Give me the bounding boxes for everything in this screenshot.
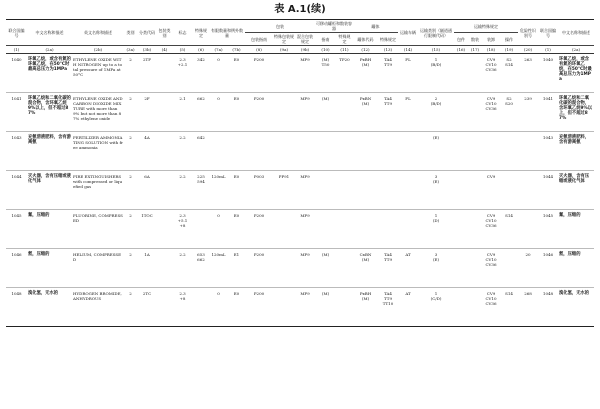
- cell-name-cn: 充氨溶液肥料，含有游离氨: [27, 132, 72, 171]
- cell-tank-code: PxBN (M): [353, 93, 378, 132]
- cell-tank-pi: (M): [321, 291, 330, 296]
- cell-tank-sp2: TA4 TT9: [378, 249, 398, 288]
- cell-pkg: [454, 132, 468, 171]
- cell-un: 1040: [6, 54, 27, 93]
- cell-op: S2 S20: [500, 93, 518, 132]
- cell-bulk: [468, 210, 482, 249]
- cell-lq: 0: [209, 93, 228, 132]
- cell-hin: 263: [518, 54, 538, 93]
- cell-code: 1TOC: [137, 210, 157, 249]
- cell-sp: 342: [193, 54, 209, 93]
- col-num: (18): [482, 46, 500, 54]
- cell-tank-sp: [336, 288, 353, 327]
- cell-tank-pi: (M): [315, 249, 336, 288]
- cell-lq: [209, 132, 228, 171]
- cell-code: 2F: [137, 93, 157, 132]
- cell-pi: P200: [245, 54, 273, 93]
- cell-un2: 1040: [538, 54, 558, 93]
- cell-tank-code: PxBH (M): [359, 291, 372, 301]
- group-transport-provisions: 运输特殊规定: [454, 20, 518, 33]
- header-loading: 装卸: [482, 33, 500, 46]
- header-special-packing: 特殊包装规定: [274, 34, 294, 44]
- header-code: 分类代码: [137, 20, 157, 46]
- cell-eq: E0: [233, 291, 240, 296]
- cell-tank-sp: [336, 171, 353, 210]
- cell-name-cn2: 氟，压缩的: [558, 210, 594, 249]
- header-name-cn-right: 中文名称和描述: [558, 20, 594, 46]
- cell-pi: P003: [245, 171, 273, 210]
- cell-pg: [157, 171, 172, 210]
- cell-pg: [157, 249, 172, 288]
- cell-pkg: [454, 249, 468, 288]
- cell-tank-code: CxBN (M): [353, 249, 378, 288]
- cell-mp: MP9: [295, 249, 315, 288]
- cell-vehicle: AT: [405, 291, 411, 296]
- cell-load: [482, 132, 500, 171]
- cell-class: 2: [124, 132, 137, 171]
- cell-op: S14: [500, 210, 518, 249]
- cell-pkg: [454, 288, 468, 327]
- cell-name-cn: 环氧乙烷，或含有氮的环氧乙烷，在50°C时最高总压力为1MPa: [27, 54, 72, 93]
- table-body: [6, 54, 594, 327]
- cell-psp: [273, 210, 295, 249]
- col-num: (1): [538, 46, 558, 54]
- cell-sp: 642: [193, 132, 209, 171]
- cell-pg: [157, 93, 172, 132]
- column-number-row: [6, 46, 594, 54]
- cell-vehicle: [398, 210, 418, 249]
- header-bulk: 散装: [468, 33, 482, 46]
- cell-vehicle: FL: [398, 93, 418, 132]
- cell-label: 2.2: [172, 171, 193, 210]
- table-header: [6, 20, 594, 54]
- cell-code: 4A: [137, 132, 157, 171]
- cell-name-en: HYDROGEN BROMIDE, ANHYDROUS: [73, 291, 122, 301]
- col-num: (13): [378, 46, 398, 54]
- cell-label: 2.3 +5.1 +8: [172, 210, 193, 249]
- cell-name-cn: 溴化氢，无水的: [28, 291, 59, 296]
- cell-tank-sp2: [378, 210, 398, 249]
- header-operation: 操作: [500, 33, 518, 46]
- table-row: [6, 210, 594, 249]
- cell-code: 6A: [137, 171, 157, 210]
- cell-name-cn2: 环氧乙烷和二氧化碳的混合物，含环氧乙烷9%以上，但不超过87%: [558, 93, 594, 132]
- cell-un2: 1048: [542, 291, 554, 296]
- cell-tank-pi: (M) T50: [315, 54, 336, 93]
- cell-mp: MP9: [295, 54, 315, 93]
- header-label: 标志: [172, 20, 193, 46]
- table-caption: 表 A.1(续): [274, 4, 326, 15]
- cell-class: 2: [129, 291, 132, 296]
- cell-tank-sp2: TA4 TT9: [378, 54, 398, 93]
- col-num: (1): [6, 46, 27, 54]
- cell-tank-pi: [315, 171, 336, 210]
- cell-vehicle: FL: [398, 54, 418, 93]
- cell-mp: [295, 132, 315, 171]
- cell-hin: [518, 132, 538, 171]
- cell-tank-sp2: [378, 132, 398, 171]
- cell-hin: 268: [524, 291, 532, 296]
- col-num: (19): [500, 46, 518, 54]
- header-limited-quantity: 有限数量和例外数量: [209, 20, 245, 46]
- cell-psp: [273, 132, 295, 171]
- header-un-right: 联合国编号: [538, 20, 558, 46]
- cell-name-cn2: 环氧乙烷，或含有氮的环氧乙烷，在50°C时最高总压力为1MPa: [558, 54, 594, 93]
- cell-class: 2: [124, 171, 137, 210]
- cell-load: CV9 CV10 CV36: [482, 54, 500, 93]
- cell-un: 1044: [6, 171, 27, 210]
- cell-hin: [518, 210, 538, 249]
- cell-pkg: [454, 171, 468, 210]
- cell-pg: [157, 288, 172, 327]
- cell-name-en: ETHYLENE OXIDE WITH NITROGEN up to a total pressure of 1MPa at 50°C: [72, 54, 124, 93]
- header-un: 联合国编号: [6, 20, 27, 46]
- cell-op: S2 S14: [500, 54, 518, 93]
- cell-load: CV9: [482, 171, 500, 210]
- dangerous-goods-table: [6, 19, 594, 327]
- col-num: (2a): [27, 46, 72, 54]
- cell-tank-code: [353, 132, 378, 171]
- cell-sp: [193, 288, 209, 327]
- cell-cat: 1 (C/D): [430, 291, 442, 301]
- cell-cat: 1 (D): [418, 210, 454, 249]
- cell-cat: 3 (E): [418, 171, 454, 210]
- cell-sp: [193, 210, 209, 249]
- cell-label: 2.2: [172, 132, 193, 171]
- cell-tank-pi: [315, 210, 336, 249]
- cell-un: 1048: [11, 291, 22, 296]
- cell-lq: 0: [209, 210, 228, 249]
- cell-name-cn: 灭火器，含有压缩或液化气体: [27, 171, 72, 210]
- cell-pkg: [454, 54, 468, 93]
- cell-name-cn: 氟，压缩的: [27, 210, 72, 249]
- cell-label: 2.1: [172, 93, 193, 132]
- cell-label: 2.2: [172, 249, 193, 288]
- col-num: (16): [454, 46, 468, 54]
- cell-un: 1041: [6, 93, 27, 132]
- col-num: (9a): [273, 46, 295, 54]
- cell-tank-pi: (M): [315, 93, 336, 132]
- cell-cat: 3 (E): [418, 249, 454, 288]
- cell-label: 2.3 +8: [179, 291, 186, 301]
- col-num: (2a): [558, 46, 594, 54]
- cell-op: S14: [505, 291, 513, 296]
- cell-psp: PP91: [273, 171, 295, 210]
- table-row: [6, 249, 594, 288]
- table-row: [6, 132, 594, 171]
- cell-tank-sp: [336, 249, 353, 288]
- cell-code: 1A: [137, 249, 157, 288]
- cell-hin: 20: [518, 249, 538, 288]
- cell-vehicle: AT: [398, 249, 418, 288]
- cell-name-cn: 环氧乙烷和二氧化碳的混合物，含环氧乙烷9%以上，但不超过87%: [27, 93, 72, 132]
- cell-bulk: [468, 132, 482, 171]
- cell-eq: E0: [228, 171, 245, 210]
- cell-pi: P200: [245, 210, 273, 249]
- cell-code: 2TF: [137, 54, 157, 93]
- header-tank-code: 罐体代码: [353, 33, 378, 46]
- header-tank-special-2: 特殊规定: [378, 33, 398, 46]
- cell-un: 1043: [6, 132, 27, 171]
- cell-load: CV9 CV10 CV36: [482, 249, 500, 288]
- cell-eq: [228, 132, 245, 171]
- cell-name-cn2: 溴化氢，无水的: [559, 291, 590, 296]
- cell-vehicle: [398, 171, 418, 210]
- header-vehicle: 运输车辆: [398, 20, 418, 46]
- cell-name-en: FERTILIZER AMMONIATING SOLUTION with free ammonia: [72, 132, 124, 171]
- cell-bulk: [468, 249, 482, 288]
- cell-tank-sp2: TA4 TT9: [378, 93, 398, 132]
- cell-psp: [273, 93, 295, 132]
- cell-lq: 0: [209, 54, 228, 93]
- cell-tank-code: [353, 210, 378, 249]
- cell-tank-sp: TP20: [336, 54, 353, 93]
- col-num: (17): [468, 46, 482, 54]
- cell-un: 1045: [6, 210, 27, 249]
- cell-op: [500, 171, 518, 210]
- cell-vehicle: [398, 132, 418, 171]
- header-tank-instruction: 指南: [315, 33, 336, 46]
- cell-sp: 662: [193, 93, 209, 132]
- cell-name-en: FLUORINE, COMPRESSED: [72, 210, 124, 249]
- cell-load: CV9 CV10 CV36: [482, 210, 500, 249]
- cell-bulk: [468, 54, 482, 93]
- col-num: (10): [315, 46, 336, 54]
- cell-tank-pi: [315, 132, 336, 171]
- col-num: (5): [172, 46, 193, 54]
- table-row: [6, 171, 594, 210]
- cell-pg: [157, 210, 172, 249]
- cell-tank-sp2: [378, 171, 398, 210]
- cell-mp: MP9: [295, 210, 315, 249]
- cell-pi: P200: [253, 291, 265, 296]
- col-num: (7b): [228, 46, 245, 54]
- header-packages: 包件: [454, 33, 468, 46]
- cell-lq: 0: [217, 291, 220, 296]
- cell-pi: [245, 132, 273, 171]
- cell-mp: MP9: [300, 291, 310, 296]
- header-packing-instruction: 包装指南: [245, 33, 273, 46]
- cell-hin: 239: [518, 93, 538, 132]
- cell-eq: E0: [228, 54, 245, 93]
- cell-name-cn2: 充氨溶液肥料，含有游离氨: [558, 132, 594, 171]
- cell-mp: MP9: [295, 171, 315, 210]
- col-num: (9b): [295, 46, 315, 54]
- cell-psp: [273, 288, 295, 327]
- cell-name-cn2: 氦，压缩的: [558, 249, 594, 288]
- cell-pg: [157, 132, 172, 171]
- cell-name-en: HELIUM, COMPRESSED: [72, 249, 124, 288]
- cell-un: 1046: [6, 249, 27, 288]
- cell-name-cn2: 灭火器，含有压缩或液化气体: [558, 171, 594, 210]
- col-num: (20): [518, 46, 538, 54]
- header-name-en: 英文名称和描述: [72, 20, 124, 46]
- cell-tank-code: PxBH (M): [353, 54, 378, 93]
- cell-pkg: [454, 210, 468, 249]
- cell-psp: [273, 54, 295, 93]
- cell-cat: 1 (B/D): [418, 54, 454, 93]
- cell-code: 2TC: [142, 291, 152, 296]
- cell-load: CV9 CV10 CV36: [485, 291, 497, 306]
- col-num: (11): [336, 46, 353, 54]
- col-num: (15): [418, 46, 454, 54]
- header-name-cn: 中文名称和描述: [27, 20, 72, 46]
- cell-load: CV9 CV10 CV36: [482, 93, 500, 132]
- group-portable-tanks: 可移动罐柜和散装容器: [316, 21, 353, 31]
- cell-eq: E0: [228, 210, 245, 249]
- col-num: (3b): [137, 46, 157, 54]
- col-num: (3a): [124, 46, 137, 54]
- cell-tank-sp: [336, 93, 353, 132]
- col-num: (12): [353, 46, 378, 54]
- cell-psp: [273, 249, 295, 288]
- cell-cat: (E): [418, 132, 454, 171]
- header-tank-special: 特殊规定: [336, 33, 353, 46]
- cell-tank-sp2: TA4 TT9 TT10: [382, 291, 394, 306]
- header-transport-category: 运输类别（隧道通行限制代码）: [418, 20, 454, 46]
- header-class: 类别: [124, 20, 137, 46]
- cell-tank-code: [353, 171, 378, 210]
- cell-un2: 1045: [538, 210, 558, 249]
- table-row: [6, 288, 594, 327]
- cell-un2: 1046: [538, 249, 558, 288]
- cell-un2: 1043: [538, 132, 558, 171]
- cell-mp: MP9: [295, 93, 315, 132]
- cell-cat: 2 (B/D): [418, 93, 454, 132]
- cell-bulk: [468, 288, 482, 327]
- cell-bulk: [468, 93, 482, 132]
- cell-op: [500, 132, 518, 171]
- cell-sp: 225 594: [193, 171, 209, 210]
- header-special-provisions: 特殊规定: [193, 20, 209, 46]
- cell-class: 2: [124, 54, 137, 93]
- cell-pi: P200: [245, 93, 273, 132]
- col-num: (6): [193, 46, 209, 54]
- header-mixed-packing: 混合包装规定: [295, 33, 315, 46]
- cell-tank-sp: [336, 210, 353, 249]
- table-row: [6, 54, 594, 93]
- cell-un2: 1044: [538, 171, 558, 210]
- col-num: (14): [398, 46, 418, 54]
- cell-name-en: ETHYLENE OXIDE AND CARBON DIOXIDE MIXTURE with more than 9% but not more than 87% ethylene oxide: [72, 93, 124, 132]
- col-num: (7a): [209, 46, 228, 54]
- cell-sp: 653 662: [193, 249, 209, 288]
- cell-pg: [157, 54, 172, 93]
- cell-pkg: [454, 93, 468, 132]
- cell-eq: E1: [228, 249, 245, 288]
- cell-tank-sp: [336, 132, 353, 171]
- cell-class: 2: [124, 210, 137, 249]
- cell-pi: P200: [245, 249, 273, 288]
- table-row: [6, 93, 594, 132]
- col-num: (8): [245, 46, 273, 54]
- cell-name-en: FIRE EXTINGUISHERS with compressed or liquefied gas: [72, 171, 124, 210]
- col-num: (4): [157, 46, 172, 54]
- cell-hin: [518, 171, 538, 210]
- cell-class: 2: [124, 249, 137, 288]
- header-packing-group: 包装类别: [157, 20, 172, 46]
- cell-op: [500, 249, 518, 288]
- header-hazard-id: 危险性识别号: [518, 20, 538, 46]
- group-packaging: 包装: [245, 20, 315, 33]
- cell-name-cn: 氦，压缩的: [27, 249, 72, 288]
- cell-un2: 1041: [538, 93, 558, 132]
- cell-label: 2.3 +2.1: [172, 54, 193, 93]
- cell-lq: 120mL: [209, 171, 228, 210]
- cell-eq: E0: [228, 93, 245, 132]
- cell-lq: 120mL: [209, 249, 228, 288]
- col-num: (2b): [72, 46, 124, 54]
- cell-class: 2: [124, 93, 137, 132]
- cell-bulk: [468, 171, 482, 210]
- group-tanks: 罐体: [353, 20, 398, 33]
